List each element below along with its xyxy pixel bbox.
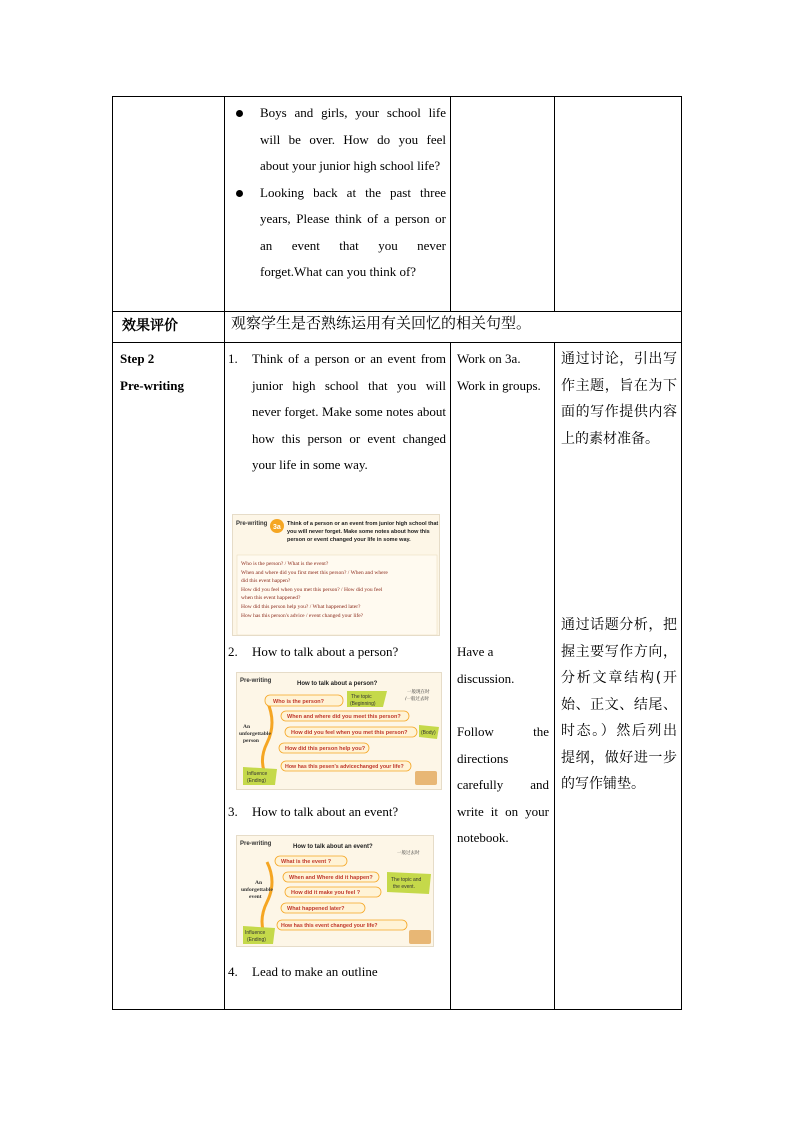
list-item: 1. Think of a person or an event from junior high school that you will never forget. Make some notes about how this person or event changed your life in some way. [228,351,446,472]
center-label: An [243,724,251,730]
step-label [120,346,220,399]
student-activity-2: Have a discussion. [457,644,515,686]
design-purpose-2: 通过话题分析，把握主要写作方向，分析文章结构(开始、正文、结尾、时态。）然后列出提纲，做好进一步的写作铺垫。 [561,617,677,792]
column-divider [554,342,555,1010]
tense-note: 一般现在时 [407,690,430,695]
table-border-top [112,96,682,97]
slide-question: When and where did you first meet this person? / When and where [241,570,388,576]
slide-question: How did this person help you? / What happened later? [241,604,361,610]
bullet-icon [236,190,243,197]
evaluation-text: 观察学生是否熟练运用有关回忆的相关句型。 [231,314,532,332]
table-border-bottom [112,1009,682,1010]
slide-3a-image [232,514,440,636]
slide-question: How has this person's advice / event changed your life? [241,613,364,619]
slide-heading-line: you will never forget. Make some notes about how this [287,529,430,535]
slide-question: did this event happen? [241,578,291,584]
step-number: Step 2 [120,351,155,366]
column-divider [450,342,451,1010]
slide-question: when this event happened? [241,595,301,601]
step-text: Who is the person? [273,699,325,705]
body-label: (Body) [421,730,436,736]
slide-heading-line: Think of a person or an event from junior high school that [287,521,439,527]
topic-label: The topic and [391,877,422,883]
slide-tag: Pre-writing [240,678,272,684]
slide-event-diagram [236,835,434,947]
slide-person-diagram [236,672,442,790]
list-item: 3. How to talk about an event? [228,804,399,819]
table-border-left [112,96,113,1010]
teacher-activity-item-3 [228,799,446,826]
slide-question: How did you feel when you met this person? / How did you feel [241,587,383,593]
tense-note: /一般过去时 [405,697,430,702]
center-label: event [249,894,262,900]
table-border-right [681,96,682,1010]
tense-note: 一般过去时 [397,851,420,856]
influence-label: Influence [245,930,266,936]
slide-tag: Pre-writing [240,841,272,847]
slide-tag: Pre-writing [236,521,268,527]
bullet-icon [236,110,243,117]
badge-label: 3a [273,524,281,531]
list-item: Boys and girls, your school life will be over. How do you feel about your junior high school life? [228,100,446,180]
slide-title: How to talk about an event? [293,844,373,850]
student-activity-3: Follow the directions carefully and write it on your notebook. [457,724,549,845]
warmup-questions [228,100,446,286]
lesson-plan-table [112,96,682,1010]
step-text: How did it make you feel ? [291,890,361,896]
center-label: unforgettable [241,887,273,893]
step-text: How has this event changed your life? [281,923,378,929]
slide-heading-line: person or event changed your life in some way. [287,537,411,543]
step-name: Pre-writing [120,377,185,393]
list-item: 2. How to talk about a person? [228,644,399,659]
center-label: An [255,880,263,886]
column-divider [224,96,225,1010]
influence-label: (Ending) [247,778,266,784]
influence-label: (Ending) [247,937,266,943]
step-text: How did this person help you? [285,746,366,752]
topic-label: The topic [351,694,372,700]
step-text: How did you feel when you met this person? [291,730,408,736]
list-item: Looking back at the past three years, Please think of a person or an event that you never forget.What can you think of? [228,180,446,286]
student-activity-1: Work on 3a. Work in groups. [457,351,541,393]
column-divider [450,96,451,311]
row-divider [112,342,682,343]
teacher-activity-item-1 [228,346,446,479]
slide-question: Who is the person? / What is the event? [241,561,329,567]
design-purpose-1: 通过讨论，引出写作主题，旨在为下面的写作提供内容上的素材准备。 [561,351,677,447]
step-text: How has this pesen's advicechanged your life? [285,764,404,770]
teacher-activity-item-4 [228,959,446,986]
step-text: What happened later? [287,906,345,912]
center-label: person [243,738,259,744]
slide-title: How to talk about a person? [297,681,378,687]
step-text: When and where did you meet this person? [287,714,401,720]
topic-label: the event. [393,884,415,890]
influence-label: Influence [247,771,268,777]
center-label: unforgettable [239,731,271,737]
column-divider [554,96,555,311]
teacher-activity-item-2 [228,639,446,666]
topic-label: (Beginning) [350,701,376,707]
evaluation-label: 效果评价 [122,318,178,334]
list-item: 4. Lead to make an outline [228,964,378,979]
step-text: When and Where did it happen? [289,875,373,881]
step-text: What is the event ? [281,859,332,865]
